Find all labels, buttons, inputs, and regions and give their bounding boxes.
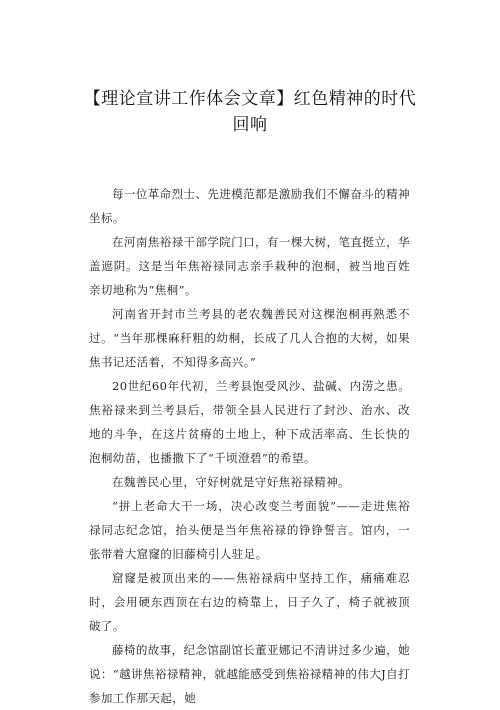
body-paragraph: 20世纪60年代初，兰考县饱受风沙、盐碱、内涝之患。焦裕禄来到兰考县后，带领全县人民进行了封沙、治水、改地的斗争，在这片贫瘠的土地上，种下成活率高、生长快的泡桐幼苗，也播撒下了“千顷澄碧”的希望。	[89, 379, 410, 465]
document-body	[89, 182, 410, 710]
body-paragraph: 窟窿是被顶出来的——焦裕禄病中坚持工作，痛痛难忍时，会用硬东西顶在右边的椅靠上，日子久了，椅子就被顶破了。	[89, 571, 410, 633]
body-paragraph: 河南省开封市兰考县的老农魏善民对这棵泡桐再熟悉不过。“当年那棵麻秆粗的幼桐，长成了几人合抱的大树，如果焦书记还活着，不知得多高兴。”	[89, 307, 410, 369]
body-paragraph: 藤椅的故事，纪念馆副馆长董亚娜记不清讲过多少遍，她说：“越讲焦裕禄精神，就越能感受到焦裕禄精神的伟大J自打参加工作那天起，她	[89, 643, 410, 705]
body-paragraph: 在魏善民心里，守好树就是守好焦裕禄精神。	[112, 475, 350, 489]
body-paragraph: 每一位革命烈士、先进模范都是激励我们不懈奋斗的精神坐标。	[89, 187, 410, 225]
body-paragraph: 在河南焦裕禄干部学院门口，有一棵大树，笔直挺立，华盖遮阴。这是当年焦裕禄同志亲手栽种的泡桐，被当地百姓亲切地称为“焦桐”。	[89, 235, 410, 297]
body-paragraph: “拼上老命大干一场，决心改变兰考面貌”——走进焦裕禄同志纪念馆，抬头便是当年焦裕禄的铮铮誓言。馆内，一张带着大窟窿的旧藤椅引人驻足。	[89, 499, 410, 561]
document-title: 【理论宣讲工作体会文章】红色精神的时代回响	[83, 89, 417, 135]
